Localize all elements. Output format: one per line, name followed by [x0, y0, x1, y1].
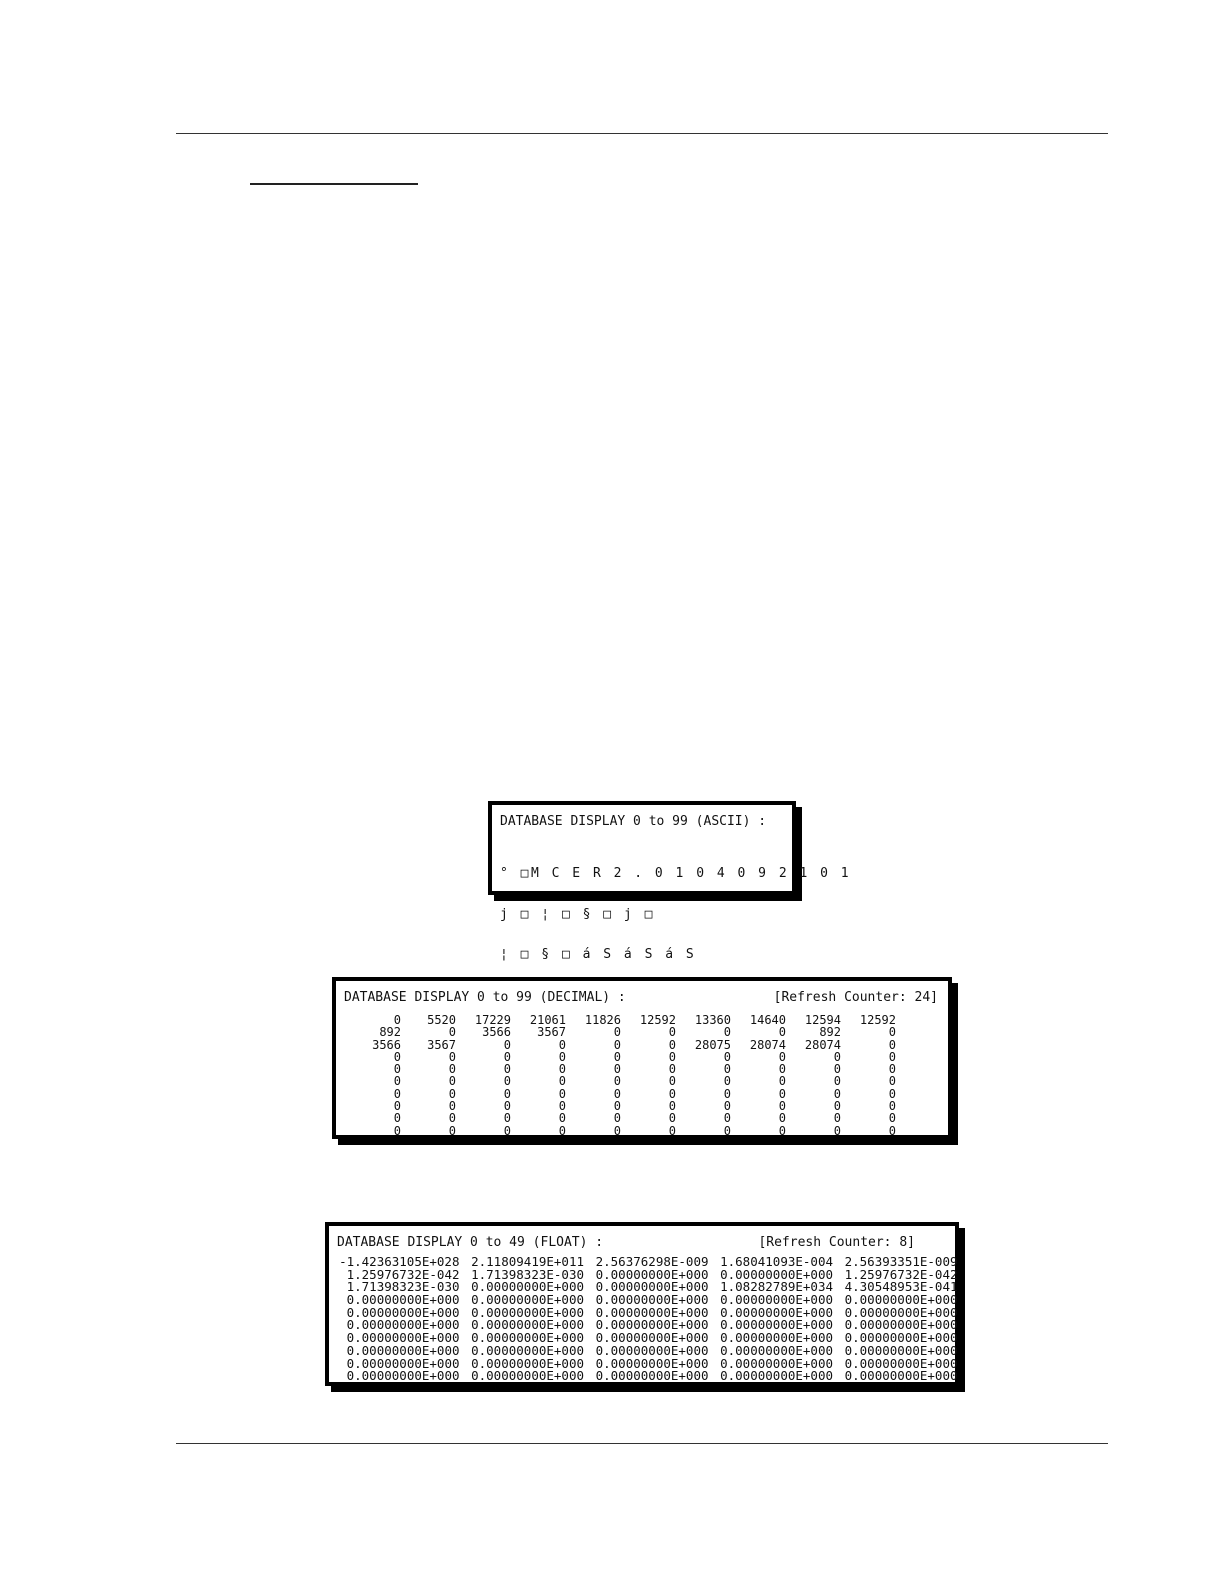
decimal-value: 0 — [393, 1111, 401, 1126]
decimal-value: 0 — [723, 1074, 731, 1089]
decimal-value: 0 — [778, 1062, 786, 1077]
decimal-value: 0 — [613, 1037, 621, 1052]
float-value: 0.00000000E+000 — [844, 1304, 958, 1320]
float-value: 0.00000000E+000 — [471, 1292, 584, 1308]
float-value: 2.56393351E-009 — [844, 1254, 958, 1269]
decimal-value: 0 — [558, 1062, 566, 1077]
float-value: 1.71398323E-030 — [471, 1266, 584, 1282]
float-value: 0.00000000E+000 — [844, 1292, 958, 1308]
decimal-value: 0 — [393, 1123, 401, 1138]
decimal-value: 0 — [668, 1025, 676, 1040]
ascii-display-screenshot — [488, 801, 852, 962]
decimal-value: 0 — [723, 1111, 731, 1126]
decimal-value: 0 — [503, 1111, 511, 1126]
decimal-value: 14640 — [749, 1013, 786, 1027]
float-value: 0.00000000E+000 — [720, 1292, 833, 1308]
decimal-value: 892 — [379, 1025, 401, 1040]
decimal-value: 0 — [668, 1074, 676, 1089]
decimal-value: 0 — [778, 1049, 786, 1064]
decimal-value: 0 — [503, 1037, 511, 1052]
decimal-value: 0 — [393, 1049, 401, 1064]
decimal-value: 0 — [393, 1074, 401, 1089]
float-value: 0.00000000E+000 — [595, 1292, 709, 1308]
decimal-value: 0 — [613, 1086, 621, 1101]
decimal-value: 0 — [833, 1086, 841, 1101]
decimal-value: 0 — [888, 1123, 896, 1138]
decimal-value: 12592 — [639, 1013, 676, 1027]
decimal-row — [346, 1112, 896, 1124]
decimal-value: 0 — [888, 1049, 896, 1064]
float-value: 1.08282789E+034 — [720, 1279, 833, 1295]
float-display-title: DATABASE DISPLAY 0 to 49 (FLOAT) : — [337, 1235, 604, 1250]
decimal-value: 0 — [503, 1086, 511, 1101]
ascii-display-body — [500, 840, 851, 989]
float-value: 0.00000000E+000 — [720, 1342, 833, 1358]
float-value: 1.71398323E-030 — [346, 1279, 460, 1295]
decimal-value: 0 — [778, 1074, 786, 1089]
decimal-display-screenshot — [332, 977, 952, 1139]
float-value: 0.00000000E+000 — [720, 1266, 833, 1282]
decimal-value: 0 — [833, 1074, 841, 1089]
decimal-value: 0 — [778, 1123, 786, 1138]
decimal-value: 892 — [819, 1025, 841, 1040]
decimal-value: 0 — [613, 1062, 621, 1077]
float-value: 0.00000000E+000 — [720, 1355, 833, 1371]
ascii-line: ¦ □ § □ á S á S á S — [500, 947, 697, 962]
decimal-value: 0 — [613, 1049, 621, 1064]
float-value: 0.00000000E+000 — [346, 1292, 460, 1308]
decimal-row — [346, 1051, 896, 1063]
decimal-value: 0 — [888, 1062, 896, 1077]
decimal-value: 0 — [888, 1025, 896, 1040]
decimal-value: 0 — [888, 1037, 896, 1052]
decimal-value: 0 — [723, 1099, 731, 1114]
decimal-value: 0 — [393, 1086, 401, 1101]
decimal-value: 28075 — [694, 1037, 731, 1052]
float-row — [335, 1370, 958, 1383]
decimal-value: 0 — [558, 1123, 566, 1138]
float-value: 0.00000000E+000 — [595, 1330, 709, 1346]
decimal-value: 0 — [558, 1074, 566, 1089]
decimal-value: 28074 — [804, 1037, 841, 1052]
decimal-value: 0 — [448, 1111, 456, 1126]
decimal-value: 17229 — [474, 1013, 511, 1027]
decimal-value: 0 — [448, 1049, 456, 1064]
decimal-display-title-bar — [344, 989, 938, 1007]
ascii-display-title-bar — [500, 813, 784, 831]
decimal-display-table — [346, 1014, 896, 1137]
decimal-value: 3566 — [482, 1025, 511, 1040]
decimal-row — [346, 1088, 896, 1100]
decimal-value: 0 — [448, 1123, 456, 1138]
float-value: 0.00000000E+000 — [844, 1368, 958, 1384]
decimal-value: 0 — [503, 1074, 511, 1089]
float-value: -1.42363105E+028 — [339, 1254, 460, 1269]
decimal-value: 0 — [503, 1049, 511, 1064]
float-refresh-counter: [Refresh Counter: 8] — [758, 1235, 915, 1250]
decimal-value: 0 — [613, 1123, 621, 1138]
float-value: 0.00000000E+000 — [346, 1368, 460, 1384]
decimal-value: 0 — [503, 1062, 511, 1077]
float-display-screenshot — [325, 1222, 959, 1386]
float-display-table — [335, 1256, 958, 1383]
decimal-value: 0 — [613, 1074, 621, 1089]
decimal-value: 0 — [833, 1111, 841, 1126]
decimal-value: 0 — [668, 1099, 676, 1114]
footer-rule — [176, 1443, 1108, 1444]
decimal-row — [346, 1039, 896, 1051]
decimal-value: 0 — [778, 1025, 786, 1040]
float-value: 0.00000000E+000 — [720, 1317, 833, 1333]
float-value: 0.00000000E+000 — [471, 1330, 584, 1346]
decimal-value: 3567 — [427, 1037, 456, 1052]
decimal-row — [346, 1075, 896, 1087]
float-value: 0.00000000E+000 — [844, 1355, 958, 1371]
ascii-line: ° □M C E R 2 . 0 1 0 4 0 9 2 1 0 1 — [500, 866, 852, 881]
float-value: 0.00000000E+000 — [471, 1342, 584, 1358]
decimal-value: 0 — [558, 1049, 566, 1064]
decimal-value: 0 — [723, 1025, 731, 1040]
decimal-value: 0 — [668, 1123, 676, 1138]
decimal-value: 0 — [668, 1049, 676, 1064]
decimal-value: 0 — [613, 1025, 621, 1040]
float-value: 0.00000000E+000 — [720, 1304, 833, 1320]
decimal-value: 0 — [888, 1074, 896, 1089]
float-value: 2.11809419E+011 — [471, 1254, 584, 1269]
ascii-line: j □ ¦ □ § □ j □ — [500, 906, 655, 922]
decimal-value: 0 — [503, 1123, 511, 1138]
decimal-value: 28074 — [749, 1037, 786, 1052]
decimal-value: 0 — [833, 1123, 841, 1138]
decimal-value: 3567 — [537, 1025, 566, 1040]
decimal-value: 12594 — [804, 1013, 841, 1027]
float-value: 0.00000000E+000 — [595, 1342, 709, 1358]
decimal-value: 0 — [448, 1074, 456, 1089]
float-value: 0.00000000E+000 — [595, 1355, 709, 1371]
decimal-value: 0 — [723, 1049, 731, 1064]
decimal-row — [346, 1026, 896, 1038]
ascii-display-title: DATABASE DISPLAY 0 to 99 (ASCII) : — [500, 814, 767, 829]
float-value: 0.00000000E+000 — [471, 1279, 584, 1295]
decimal-refresh-counter: [Refresh Counter: 24] — [773, 990, 938, 1005]
heading-underline — [250, 183, 418, 185]
decimal-value: 0 — [668, 1037, 676, 1052]
decimal-value: 0 — [888, 1099, 896, 1114]
decimal-value: 0 — [393, 1013, 401, 1027]
decimal-value: 0 — [613, 1099, 621, 1114]
decimal-value: 12592 — [859, 1013, 896, 1027]
float-value: 0.00000000E+000 — [844, 1317, 958, 1333]
decimal-value: 0 — [448, 1099, 456, 1114]
decimal-row — [346, 1063, 896, 1075]
float-value: 0.00000000E+000 — [471, 1368, 584, 1384]
float-value: 1.25976732E-042 — [346, 1266, 460, 1282]
decimal-value: 0 — [833, 1049, 841, 1064]
decimal-value: 0 — [833, 1062, 841, 1077]
float-value: 1.68041093E-004 — [720, 1254, 833, 1269]
float-display-title-bar — [337, 1234, 915, 1252]
decimal-value: 0 — [558, 1086, 566, 1101]
decimal-value: 0 — [393, 1099, 401, 1114]
decimal-value: 0 — [723, 1086, 731, 1101]
float-value: 0.00000000E+000 — [346, 1304, 460, 1320]
decimal-value: 0 — [558, 1037, 566, 1052]
decimal-value: 0 — [448, 1025, 456, 1040]
decimal-value: 0 — [448, 1086, 456, 1101]
decimal-value: 0 — [888, 1111, 896, 1126]
float-value: 0.00000000E+000 — [346, 1355, 460, 1371]
decimal-value: 0 — [723, 1123, 731, 1138]
float-value: 0.00000000E+000 — [844, 1330, 958, 1346]
decimal-value: 0 — [778, 1086, 786, 1101]
decimal-value: 0 — [668, 1086, 676, 1101]
header-rule — [176, 133, 1108, 134]
decimal-value: 0 — [613, 1111, 621, 1126]
decimal-value: 11826 — [584, 1013, 621, 1027]
decimal-value: 0 — [503, 1099, 511, 1114]
decimal-value: 3566 — [372, 1037, 401, 1052]
decimal-value: 0 — [723, 1062, 731, 1077]
decimal-value: 0 — [888, 1086, 896, 1101]
float-value: 0.00000000E+000 — [595, 1304, 709, 1320]
float-value: 0.00000000E+000 — [595, 1266, 709, 1282]
decimal-row — [346, 1100, 896, 1112]
decimal-value: 0 — [558, 1111, 566, 1126]
decimal-value: 0 — [668, 1111, 676, 1126]
float-value: 1.25976732E-042 — [844, 1266, 958, 1282]
decimal-row — [346, 1125, 896, 1137]
float-value: 2.56376298E-009 — [595, 1254, 709, 1269]
decimal-value: 0 — [448, 1062, 456, 1077]
decimal-value: 0 — [778, 1099, 786, 1114]
decimal-value: 0 — [668, 1062, 676, 1077]
decimal-value: 0 — [393, 1062, 401, 1077]
float-value: 0.00000000E+000 — [595, 1279, 709, 1295]
decimal-value: 13360 — [694, 1013, 731, 1027]
decimal-row — [346, 1014, 896, 1026]
float-value: 0.00000000E+000 — [346, 1330, 460, 1346]
float-value: 0.00000000E+000 — [471, 1355, 584, 1371]
decimal-value: 0 — [558, 1099, 566, 1114]
decimal-value: 5520 — [427, 1013, 456, 1027]
float-value: 0.00000000E+000 — [471, 1304, 584, 1320]
float-value: 0.00000000E+000 — [346, 1317, 460, 1333]
float-value: 0.00000000E+000 — [844, 1342, 958, 1358]
decimal-value: 0 — [833, 1099, 841, 1114]
float-value: 0.00000000E+000 — [595, 1317, 709, 1333]
float-value: 0.00000000E+000 — [595, 1368, 709, 1384]
float-value: 4.30548953E-041 — [844, 1279, 958, 1295]
float-value: 0.00000000E+000 — [471, 1317, 584, 1333]
float-value: 0.00000000E+000 — [720, 1368, 833, 1384]
float-value: 0.00000000E+000 — [346, 1342, 460, 1358]
decimal-value: 0 — [778, 1111, 786, 1126]
decimal-value: 21061 — [529, 1013, 566, 1027]
decimal-display-title: DATABASE DISPLAY 0 to 99 (DECIMAL) : — [344, 990, 626, 1005]
float-value: 0.00000000E+000 — [720, 1330, 833, 1346]
